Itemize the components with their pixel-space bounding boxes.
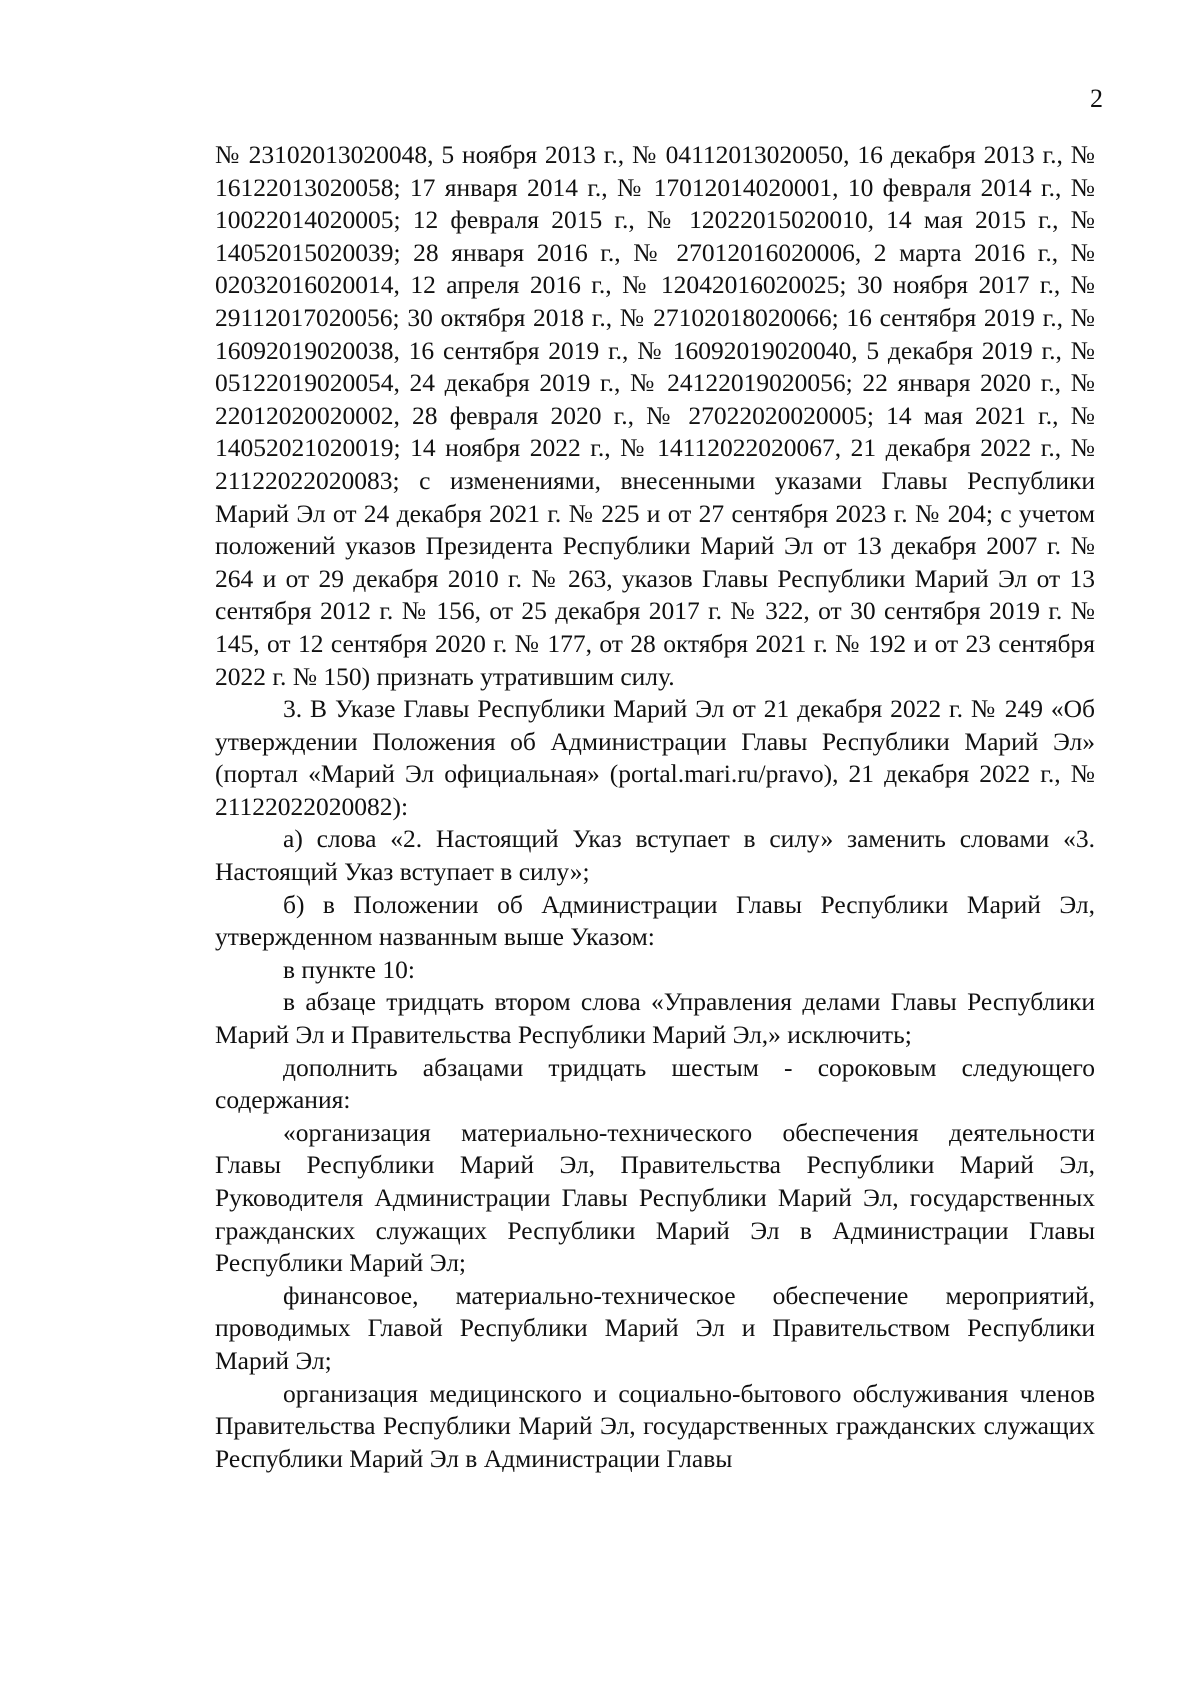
paragraph-list-of-acts: № 23102013020048, 5 ноября 2013 г., № 04112013020050, 16 декабря 2013 г., № 16122013020058; 17 января 2014 г., № 17012014020001, 10 февраля 2014 г., № 10022014020005; 12 февраля 2015 г., № 12022015020010, 14 мая 2015 г., № 14052015020039; 28 января 2016 г., № 27012016020006, 2 марта 2016 г., № 02032016020014, 12 апреля 2016 г., № 12042016020025; 30 ноября 2017 г., № 29112017020056; 30 октября 2018 г., № 27102018020066; 16 сентября 2019 г., № 16092019020038, 16 сентября 2019 г., № 16092019020040, 5 декабря 2019 г., № 05122019020054, 24 декабря 2019 г., № 24122019020056; 22 января 2020 г., № 22012020020002, 28 февраля 2020 г., № 27022020020005; 14 мая 2021 г., № 14052021020019; 14 ноября 2022 г., № 14112022020067, 21 декабря 2022 г., № 21122022020083; с изменениями, внесенными указами Главы Республики Марий Эл от 24 декабря 2021 г. № 225 и от 27 сентября 2023 г. № 204; с учетом положений указов Президента Республики Марий Эл от 13 декабря 2007 г. № 264 и от 29 декабря 2010 г. № 263, указов Главы Республики Марий Эл от 13 сентября 2012 г. № 156, от 25 декабря 2017 г. № 322, от 30 сентября 2019 г. № 145, от 12 сентября 2020 г. № 177, от 28 октября 2021 г. № 192 и от 23 сентября 2022 г. № 150) признать утратившим силу. — [215, 140, 1095, 691]
paragraph-medical-service: организация медицинского и социально-бытового обслуживания членов Правительства Республики Марий Эл, государственных гражданских служащих Республики Марий Эл в Администрации Главы — [215, 1378, 1095, 1473]
document-body — [215, 139, 1095, 1475]
paragraph-subitem-b: б) в Положении об Администрации Главы Республики Марий Эл, утвержденном названным выше Указом: — [215, 889, 1095, 952]
paragraph-subitem-a: а) слова «2. Настоящий Указ вступает в силу» заменить словами «3. Настоящий Указ вступает в силу»; — [215, 824, 1095, 887]
paragraph-quote-organization: «организация материально-технического обеспечения деятельности Главы Республики Марий Эл, Правительства Республики Марий Эл, Руководителя Администрации Главы Республики Марий Эл, государственных гражданских служащих Республики Марий Эл в Администрации Главы Республики Марий Эл; — [215, 1117, 1095, 1278]
page-number: 2 — [1090, 84, 1103, 113]
paragraph-point-10: в пункте 10: — [283, 954, 415, 984]
paragraph-abzac-32: в абзаце тридцать втором слова «Управления делами Главы Республики Марий Эл и Правительства Республики Марий Эл,» исключить; — [215, 987, 1095, 1050]
paragraph-add-abzacs: дополнить абзацами тридцать шестым - сороковым следующего содержания: — [215, 1052, 1095, 1115]
paragraph-financial-support: финансовое, материально-техническое обеспечение мероприятий, проводимых Главой Республики Марий Эл и Правительством Республики Марий Эл; — [215, 1280, 1095, 1375]
paragraph-item-3: 3. В Указе Главы Республики Марий Эл от 21 декабря 2022 г. № 249 «Об утверждении Положения об Администрации Главы Республики Марий Эл» (портал «Марий Эл официальная» (portal.mari.ru/pravo), 21 декабря 2022 г., № 21122022020082): — [215, 694, 1095, 821]
